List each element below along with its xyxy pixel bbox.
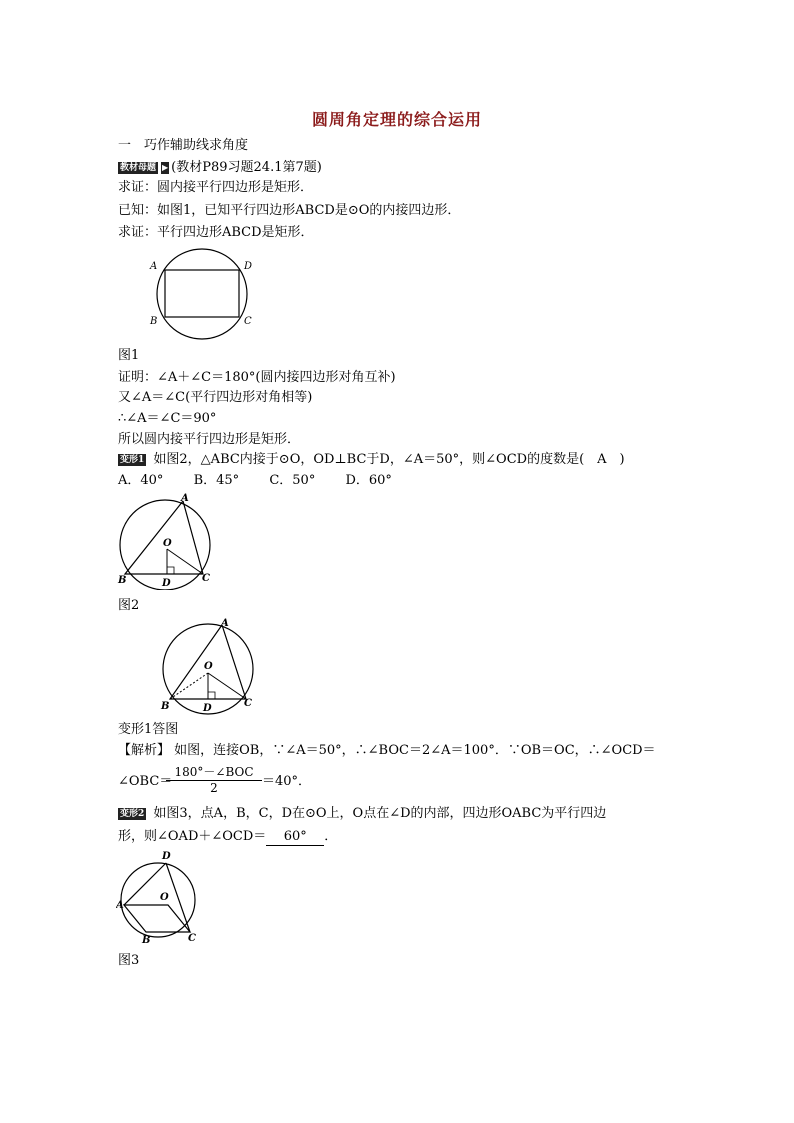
variant-1-badge: 变形1 xyxy=(120,455,145,465)
variant-2-line-2: 形，则∠OAD＋∠OCD＝ 60° ． xyxy=(118,829,338,844)
fig2-label-d: D xyxy=(162,578,171,589)
analysis-rhs: ＝40°． xyxy=(262,774,312,789)
textbook-source: 教材母题 ▶ (教材P89习题24.1第7题) xyxy=(120,160,322,175)
figure-2 xyxy=(115,492,217,590)
figure-3 xyxy=(116,850,204,945)
play-icon: ▶ xyxy=(162,163,169,172)
fig2-label-c: C xyxy=(202,573,210,584)
proof-line-4: 所以圆内接平行四边形是矩形． xyxy=(118,432,301,447)
section-heading: 一 巧作辅助线求角度 xyxy=(118,138,249,153)
answer-fig-caption: 变形1答图 xyxy=(118,722,179,737)
ans-label-b: B xyxy=(161,701,170,712)
option-b: B．45° xyxy=(193,473,240,488)
fig2-label-b: B xyxy=(118,575,127,586)
figure-1 xyxy=(140,248,265,343)
ans-label-d: D xyxy=(203,703,212,714)
fraction-denominator: 2 xyxy=(210,781,218,795)
given-text: 已知：如图1，已知平行四边形ABCD是⊙O的内接四边形． xyxy=(118,203,461,218)
analysis-line-1: 【解析】 如图，连接OB，∵∠A＝50°，∴∠BOC＝2∠A＝100°．∵OB＝OC，∴∠OCD＝ xyxy=(118,743,656,758)
option-c: C．50° xyxy=(269,473,316,488)
prove-statement: 求证：圆内接平行四边形是矩形． xyxy=(118,180,314,195)
answer-blank: 60° xyxy=(266,829,324,846)
fig2-label-o: O xyxy=(163,538,172,549)
fig1-label-b: B xyxy=(150,316,158,327)
fig3-label-a: A xyxy=(116,900,124,911)
option-a: A．40° xyxy=(118,473,164,488)
page-title: 圆周角定理的综合运用 xyxy=(311,110,482,129)
fig3-label-b: B xyxy=(142,935,151,945)
variant-1-options xyxy=(118,473,392,489)
ans-label-c: C xyxy=(244,698,252,709)
figure-answer xyxy=(160,615,260,715)
variant-2-badge: 变形2 xyxy=(120,809,145,819)
fig1-label-a: A xyxy=(150,261,158,272)
fig3-caption: 图3 xyxy=(118,953,140,968)
option-d: D．60° xyxy=(345,473,392,488)
fraction-numerator: 180°－∠BOC xyxy=(166,763,262,781)
fig1-caption: 图1 xyxy=(118,348,140,363)
variant-1-question: 变形1 如图2，△ABC内接于⊙O，OD⊥BC于D，∠A＝50°，则∠OCD的度数是( A ) xyxy=(120,452,625,467)
fig3-label-o: O xyxy=(160,892,169,903)
ans-label-a: A xyxy=(221,618,229,629)
fig3-label-c: C xyxy=(188,933,196,944)
textbook-badge: 教材母题 xyxy=(120,163,157,173)
proof-line-3: ∴∠A＝∠C＝90° xyxy=(118,411,217,426)
ans-label-o: O xyxy=(204,661,213,672)
fig1-label-d: D xyxy=(244,261,253,272)
analysis-lhs: ∠OBC＝ xyxy=(118,774,173,789)
fig3-label-d: D xyxy=(162,851,171,862)
variant-2-line-1: 变形2 如图3，点A，B，C，D在⊙O上，O点在∠D的内部，四边形OABC为平行四边 xyxy=(120,806,607,821)
proof-line-2: 又∠A＝∠C(平行四边形对角相等) xyxy=(118,390,313,405)
fig1-label-c: C xyxy=(244,316,252,327)
analysis-fraction xyxy=(166,763,262,795)
fig2-caption: 图2 xyxy=(118,598,140,613)
prove-text: 求证：平行四边形ABCD是矩形． xyxy=(118,225,314,240)
proof-line-1: 证明：∠A＋∠C＝180°(圆内接四边形对角互补) xyxy=(118,370,396,385)
fig2-label-a: A xyxy=(181,493,189,504)
